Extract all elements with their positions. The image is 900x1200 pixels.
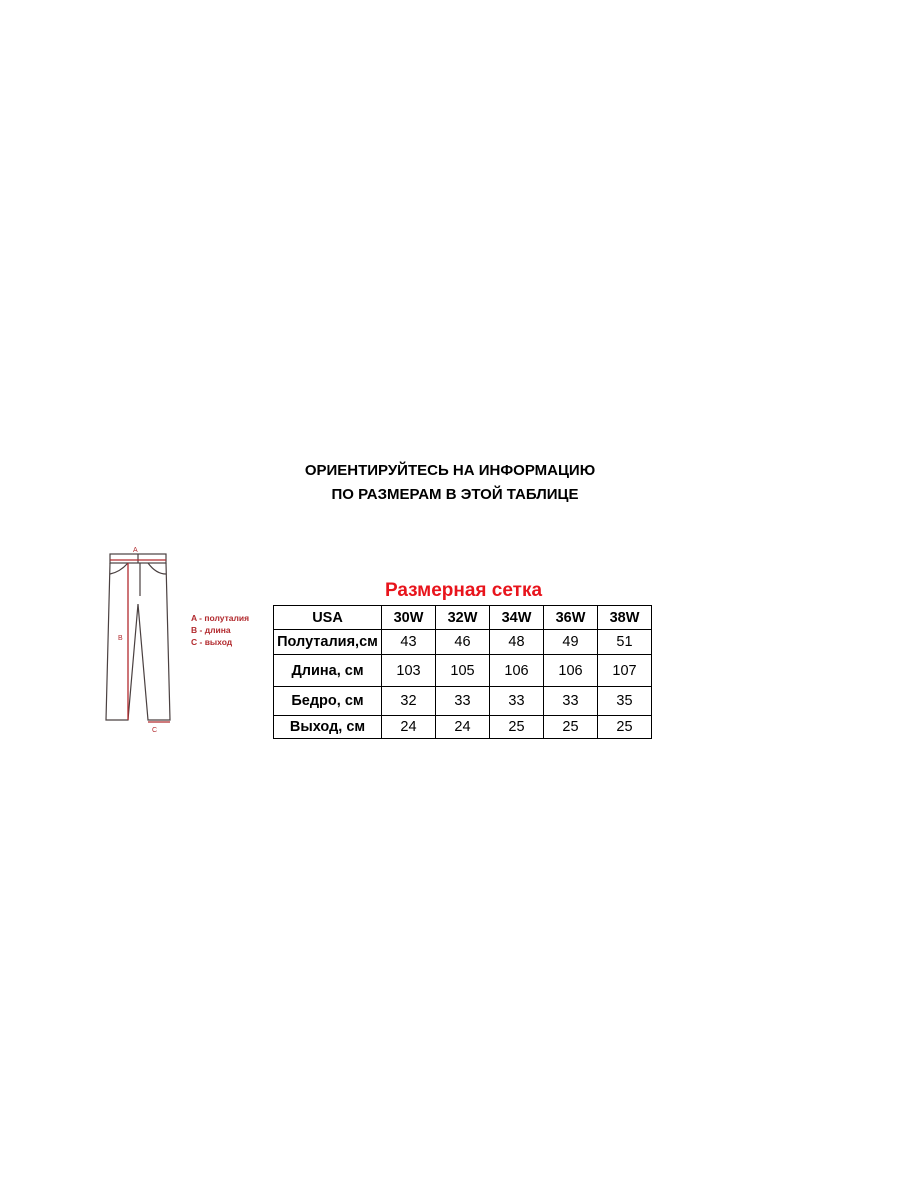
table-cell: 24 <box>436 716 490 739</box>
table-cell: 48 <box>490 630 544 655</box>
legend-item-b: B - длина <box>191 625 231 635</box>
pants-outline-shape <box>106 563 170 720</box>
table-cell: 33 <box>490 687 544 716</box>
label-b: B <box>118 635 123 642</box>
heading-line-2: ПО РАЗМЕРАМ В ЭТОЙ ТАБЛИЦЕ <box>331 486 579 503</box>
label-c: C <box>152 727 158 734</box>
pocket-shape <box>148 563 166 574</box>
header-cell: 32W <box>436 606 490 630</box>
page-heading <box>0 459 900 507</box>
table-cell: 51 <box>598 630 652 655</box>
row-label: Длина, см <box>274 655 382 687</box>
table-cell: 24 <box>382 716 436 739</box>
legend-item-a: A - полуталия <box>191 613 250 623</box>
header-cell: 30W <box>382 606 436 630</box>
heading-line-1: ОРИЕНТИРУЙТЕСЬ НА ИНФОРМАЦИЮ <box>304 462 596 479</box>
table-cell: 43 <box>382 630 436 655</box>
table-cell: 106 <box>490 655 544 687</box>
label-a: A <box>133 547 138 554</box>
header-cell: 38W <box>598 606 652 630</box>
table-row <box>274 716 652 739</box>
size-table-title: Размерная сетка <box>384 580 543 601</box>
table-row <box>274 687 652 716</box>
header-cell: USA <box>274 606 382 630</box>
table-cell: 33 <box>544 687 598 716</box>
header-cell: 34W <box>490 606 544 630</box>
table-cell: 105 <box>436 655 490 687</box>
table-cell: 25 <box>490 716 544 739</box>
legend-item-c: C - выход <box>191 637 233 647</box>
table-header-row <box>274 606 652 630</box>
table-cell: 46 <box>436 630 490 655</box>
table-cell: 25 <box>544 716 598 739</box>
diagram-legend <box>191 612 249 648</box>
table-cell: 49 <box>544 630 598 655</box>
table-cell: 33 <box>436 687 490 716</box>
table-cell: 107 <box>598 655 652 687</box>
row-label: Полуталия,см <box>274 630 382 655</box>
table-row <box>274 630 652 655</box>
table-cell: 106 <box>544 655 598 687</box>
table-cell: 32 <box>382 687 436 716</box>
table-cell: 35 <box>598 687 652 716</box>
table-cell: 25 <box>598 716 652 739</box>
size-table <box>273 605 652 739</box>
row-label: Бедро, см <box>274 687 382 716</box>
pocket-shape-left <box>110 563 128 574</box>
header-cell: 36W <box>544 606 598 630</box>
table-cell: 103 <box>382 655 436 687</box>
table-row <box>274 655 652 687</box>
row-label: Выход, см <box>274 716 382 739</box>
